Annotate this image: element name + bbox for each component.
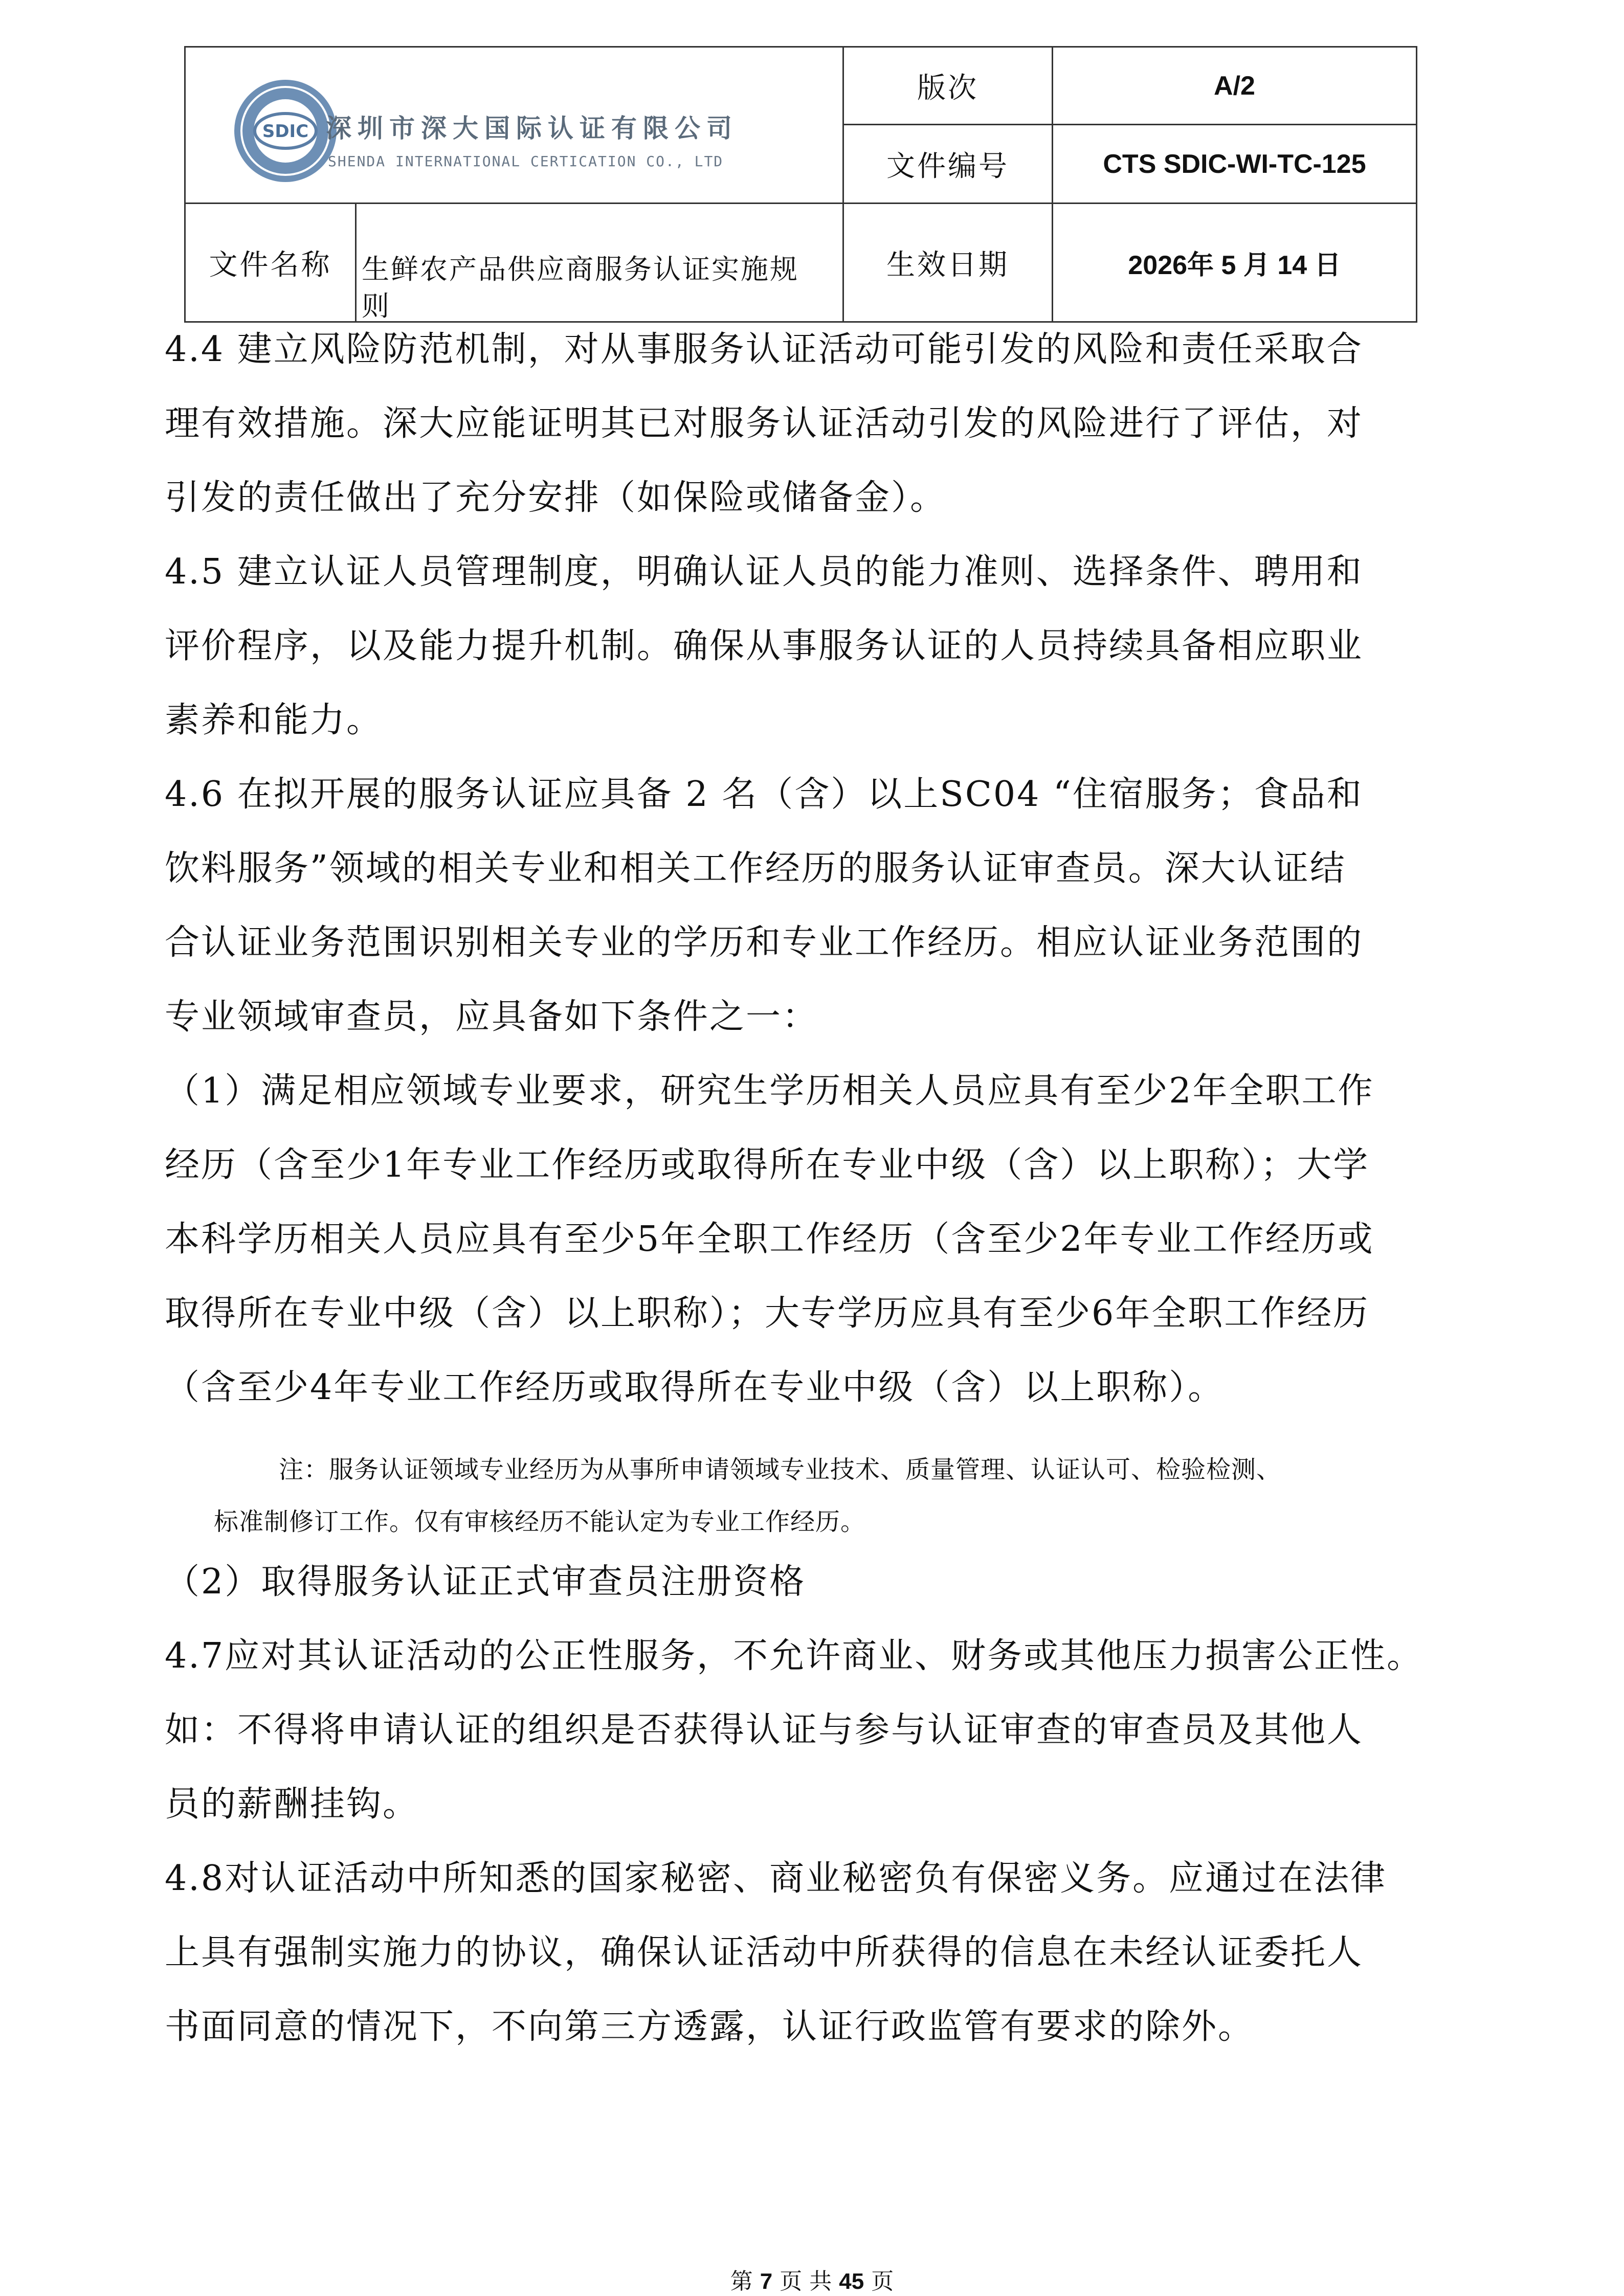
body-line: 4.7应对其认证活动的公正性服务，不允许商业、财务或其他压力损害公正性。: [165, 1636, 1423, 1676]
footer-suffix: 页: [871, 2268, 894, 2294]
body-line: （含至少4年专业工作经历或取得所在专业中级（含）以上职称）。: [165, 1367, 1225, 1408]
note-line: 标准制修订工作。仅有审核经历不能认定为专业工作经历。: [214, 1507, 866, 1536]
note-line: 注：服务认证领域专业经历为从事所申请领域专业技术、质量管理、认证认可、检验检测、: [279, 1455, 1282, 1484]
page-footer: [0, 2270, 1624, 2293]
logo-text: SDIC: [262, 121, 309, 142]
effective-date-label: 生效日期: [843, 204, 1053, 322]
doc-name-value: 生鲜农产品供应商服务认证实施规则: [362, 253, 799, 322]
body-line: 取得所在专业中级（含）以上职称）；大专学历应具有至少6年全职工作经历: [165, 1293, 1370, 1334]
version-value: A/2: [1053, 47, 1417, 125]
footer-prefix: 第: [730, 2268, 753, 2294]
version-label: 版次: [843, 47, 1053, 125]
document-header-table: [184, 46, 1417, 323]
company-logo: [232, 77, 815, 185]
body-line: 饮料服务”领域的相关专业和相关工作经历的服务认证审查员。深大认证结: [165, 848, 1346, 889]
body-line: 引发的责任做出了充分安排（如保险或储备金）。: [165, 478, 947, 518]
doc-name-cell: [356, 204, 843, 322]
body-line: 评价程序，以及能力提升机制。确保从事服务认证的人员持续具备相应职业: [165, 626, 1364, 666]
body-line: 如：不得将申请认证的组织是否获得认证与参与认证审查的审查员及其他人: [165, 1710, 1364, 1750]
body-line: 合认证业务范围识别相关专业的学历和专业工作经历。相应认证业务范围的: [165, 922, 1364, 963]
body-line: 专业领域审查员，应具备如下条件之一：: [165, 997, 819, 1037]
company-seal-icon: [232, 77, 339, 185]
company-name-cn: 深圳市深大国际认证有限公司: [326, 114, 738, 143]
body-line: 上具有强制实施力的协议，确保认证活动中所获得的信息在未经认证委托人: [165, 1932, 1364, 1973]
company-logo-cell: [185, 47, 843, 204]
company-name-en: SHENDA INTERNATIONAL CERTICATION CO., LTD: [328, 153, 724, 170]
footer-page-number: 7: [760, 2269, 773, 2294]
body-line: 4.4 建立风险防范机制，对从事服务认证活动可能引发的风险和责任采取合: [165, 329, 1363, 370]
body-line: （1）满足相应领域专业要求，研究生学历相关人员应具有至少2年全职工作: [165, 1071, 1374, 1111]
effective-date-value: 2026年 5 月 14 日: [1053, 204, 1417, 322]
footer-middle: 页 共: [780, 2268, 832, 2294]
body-line: 书面同意的情况下，不向第三方透露，认证行政监管有要求的除外。: [165, 2007, 1255, 2047]
doc-name-label: 文件名称: [185, 204, 356, 322]
body-line: 素养和能力。: [165, 700, 383, 740]
body-line: 员的薪酬挂钩。: [165, 1784, 419, 1825]
docno-label: 文件编号: [843, 125, 1053, 204]
body-line: 4.5 建立认证人员管理制度，明确认证人员的能力准则、选择条件、聘用和: [165, 552, 1363, 592]
body-line: 4.8对认证活动中所知悉的国家秘密、商业秘密负有保密义务。应通过在法律: [165, 1858, 1387, 1899]
body-line: 经历（含至少1年专业工作经历或取得所在专业中级（含）以上职称）；大学: [165, 1145, 1370, 1185]
body-line: 理有效措施。深大应能证明其已对服务认证活动引发的风险进行了评估，对: [165, 403, 1364, 444]
body-line: （2）取得服务认证正式审查员注册资格: [165, 1562, 806, 1602]
docno-value: CTS SDIC-WI-TC-125: [1053, 125, 1417, 204]
body-line: 4.6 在拟开展的服务认证应具备 2 名（含）以上SC04 “住宿服务；食品和: [165, 774, 1363, 815]
footer-total-pages: 45: [839, 2269, 864, 2294]
body-line: 本科学历相关人员应具有至少5年全职工作经历（含至少2年专业工作经历或: [165, 1219, 1374, 1259]
